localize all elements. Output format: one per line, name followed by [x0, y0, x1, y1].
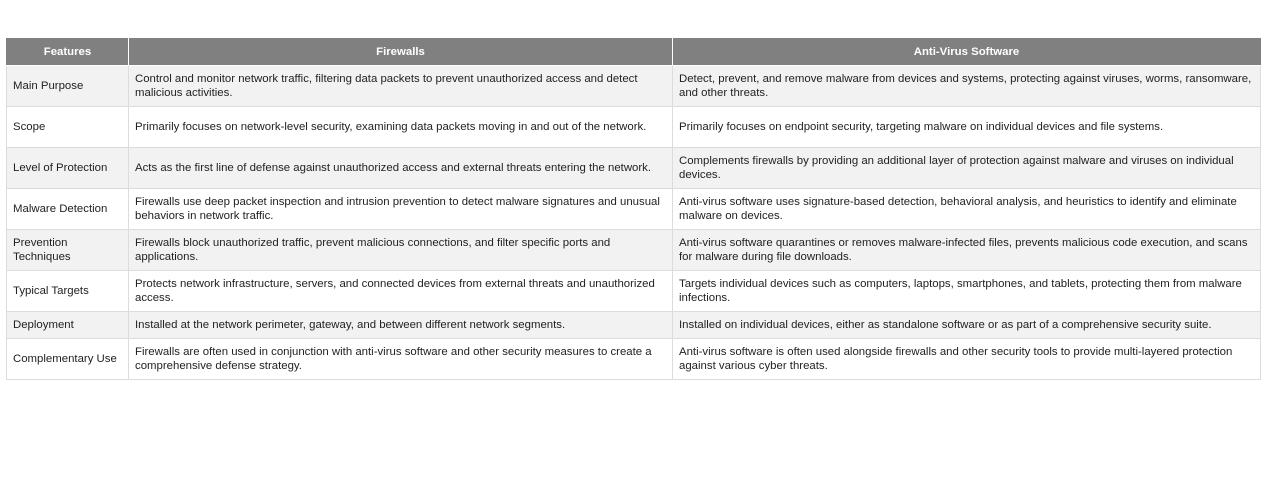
feature-cell: Typical Targets: [7, 271, 129, 312]
table-row: [7, 107, 1261, 148]
feature-cell: Complementary Use: [7, 339, 129, 380]
firewalls-cell: Firewalls use deep packet inspection and intrusion prevention to detect malware signatures and unusual behaviors in network traffic.: [129, 189, 673, 230]
firewalls-cell: Installed at the network perimeter, gateway, and between different network segments.: [129, 312, 673, 339]
header-features: Features: [7, 39, 129, 66]
comparison-table: [6, 38, 1261, 380]
antivirus-cell: Complements firewalls by providing an additional layer of protection against malware and viruses on individual devices.: [673, 148, 1261, 189]
table-row: [7, 271, 1261, 312]
firewalls-cell: Control and monitor network traffic, filtering data packets to prevent unauthorized access and detect malicious activities.: [129, 66, 673, 107]
antivirus-cell: Detect, prevent, and remove malware from devices and systems, protecting against viruses, worms, ransomware, and other threats.: [673, 66, 1261, 107]
firewalls-cell: Acts as the first line of defense against unauthorized access and external threats entering the network.: [129, 148, 673, 189]
table-row: [7, 230, 1261, 271]
table-header: [7, 39, 1261, 66]
feature-cell: Main Purpose: [7, 66, 129, 107]
table-row: [7, 339, 1261, 380]
antivirus-cell: Installed on individual devices, either as standalone software or as part of a comprehensive security suite.: [673, 312, 1261, 339]
feature-cell: Level of Protection: [7, 148, 129, 189]
firewalls-cell: Protects network infrastructure, servers, and connected devices from external threats and unauthorized access.: [129, 271, 673, 312]
table-row: [7, 312, 1261, 339]
antivirus-cell: Anti-virus software uses signature-based detection, behavioral analysis, and heuristics to identify and eliminate malware on devices.: [673, 189, 1261, 230]
table-row: [7, 189, 1261, 230]
table-row: [7, 66, 1261, 107]
feature-cell: Deployment: [7, 312, 129, 339]
feature-cell: Prevention Techniques: [7, 230, 129, 271]
header-row: [7, 39, 1261, 66]
table-row: [7, 148, 1261, 189]
feature-cell: Malware Detection: [7, 189, 129, 230]
antivirus-cell: Anti-virus software is often used alongside firewalls and other security tools to provide multi-layered protection against various cyber threats.: [673, 339, 1261, 380]
firewalls-cell: Firewalls are often used in conjunction with anti-virus software and other security measures to create a comprehensive defense strategy.: [129, 339, 673, 380]
table-body: [7, 66, 1261, 380]
antivirus-cell: Primarily focuses on endpoint security, targeting malware on individual devices and file systems.: [673, 107, 1261, 148]
firewalls-cell: Firewalls block unauthorized traffic, prevent malicious connections, and filter specific ports and applications.: [129, 230, 673, 271]
antivirus-cell: Anti-virus software quarantines or removes malware-infected files, prevents malicious code execution, and scans for malware during file downloads.: [673, 230, 1261, 271]
firewalls-cell: Primarily focuses on network-level security, examining data packets moving in and out of the network.: [129, 107, 673, 148]
header-antivirus: Anti-Virus Software: [673, 39, 1261, 66]
comparison-table-container: [6, 38, 1260, 380]
feature-cell: Scope: [7, 107, 129, 148]
header-firewalls: Firewalls: [129, 39, 673, 66]
antivirus-cell: Targets individual devices such as computers, laptops, smartphones, and tablets, protecting them from malware infections.: [673, 271, 1261, 312]
